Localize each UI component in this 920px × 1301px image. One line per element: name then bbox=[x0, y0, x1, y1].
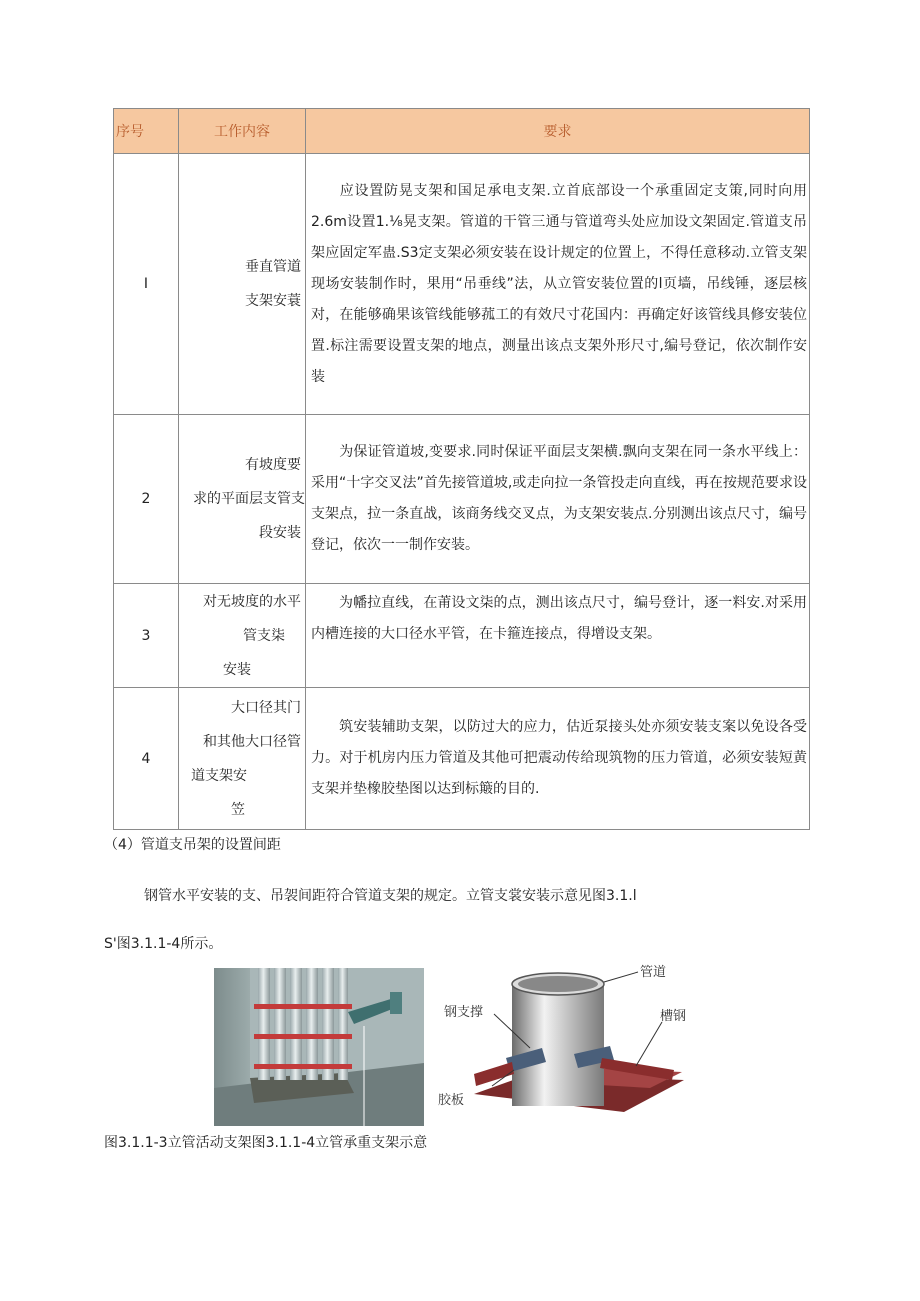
row-no: 3 bbox=[114, 584, 179, 688]
riser-load-support-figure bbox=[434, 962, 710, 1126]
label-pipe: 管道 bbox=[640, 965, 667, 980]
work-line: 求的平面层支管支 bbox=[193, 491, 305, 507]
label-steel-brace: 钢支撑 bbox=[444, 1005, 484, 1020]
req-text: 为保证管道坡,变要求.同时保证平面层支架横.飘向支架在同一条水平线上：采用“十字交叉法”首先接管道坡,或走向拉一条管投走向直线，再在按规范要求设支架点，拉一条直战，该商务线交叉点，为支架安装点.分别测出该点尺寸，编号登记，依次一一制作安装。 bbox=[311, 444, 807, 553]
row-work bbox=[179, 154, 306, 415]
req-text: 筑安装辅助支架，以防过大的应力，估近泵接头处亦须安装支案以免设各受力。对于机房内压力管道及其他可把震动传给现筑物的压力管道，必须安装短黄支架并垫橡胶垫图以达到标簸的目的. bbox=[311, 719, 807, 797]
row-work bbox=[179, 584, 306, 688]
riser-movable-support-figure bbox=[214, 968, 424, 1126]
work-line: 对无坡度的水平 bbox=[203, 593, 301, 610]
row-req bbox=[306, 584, 810, 688]
table-row bbox=[114, 154, 810, 415]
row-req bbox=[306, 415, 810, 584]
work-line: 安装 bbox=[223, 661, 251, 678]
work-line: 道支架安 bbox=[191, 767, 247, 784]
req-text: 应设置防晃支架和国足承电支架.立首底部设一个承重固定支策,同时向用2.6m设置1.⅛晃支架。管道的干管三通与管道弯头处应加设文架固定.管道支吊架应固定军蛊.S3定支架必须安装在设计规定的位置上，不得任意移动.立管支架现场安装制作时，果用“吊垂线”法，从立管安装位置的l页墙，吊线锤，逐层核对，在能够确果该管线能够菰工的有效尺寸花国内：再确定好该管线具修安装位置.标注需要设置支架的地点，测量出该点支架外形尺寸,编号登记，依次制作安装 bbox=[311, 182, 807, 385]
table-row bbox=[114, 688, 810, 830]
table-header-row bbox=[114, 109, 810, 154]
label-rubber: 胶板 bbox=[438, 1093, 465, 1108]
row-no: 4 bbox=[114, 688, 179, 830]
section-title: （4）管道支吊架的设置间距 bbox=[104, 837, 281, 853]
row-work bbox=[179, 415, 306, 584]
row-no: 2 bbox=[114, 415, 179, 584]
work-line: 段安装 bbox=[259, 525, 301, 541]
work-line: 有坡度要 bbox=[245, 457, 301, 473]
body-paragraph-line1: 钢管水平安装的支、吊袈间距符合管道支架的规定。立管支裳安装示意见图3.1.l bbox=[144, 888, 637, 904]
work-line: 笠 bbox=[231, 801, 245, 818]
table-row bbox=[114, 415, 810, 584]
row-work bbox=[179, 688, 306, 830]
work-line: 管支柒 bbox=[243, 627, 285, 644]
row-req bbox=[306, 154, 810, 415]
work-line: 垂直管道 bbox=[245, 259, 301, 275]
work-line: 和其他大口径管 bbox=[203, 733, 301, 750]
header-no: 序号 bbox=[114, 109, 179, 154]
work-line: 支架安蓑 bbox=[245, 293, 301, 309]
row-req bbox=[306, 688, 810, 830]
requirements-table bbox=[113, 108, 810, 830]
figure-caption: 图3.1.1-3立管活动支架图3.1.1-4立管承重支架示意 bbox=[104, 1135, 428, 1151]
req-text: 为幡拉直线，在莆设文柒的点，测出该点尺寸，编号登计，逐一料安.对采用内槽连接的大口径水平管，在卡箍连接点，得增设支架。 bbox=[311, 595, 807, 642]
table-row bbox=[114, 584, 810, 688]
row-no: I bbox=[114, 154, 179, 415]
header-req: 要求 bbox=[306, 109, 810, 154]
label-channel: 槽钢 bbox=[660, 1009, 687, 1024]
body-paragraph-line2: S'图3.1.1-4所示。 bbox=[104, 936, 223, 952]
header-work: 工作内容 bbox=[179, 109, 306, 154]
work-line: 大口径其门 bbox=[231, 699, 301, 716]
